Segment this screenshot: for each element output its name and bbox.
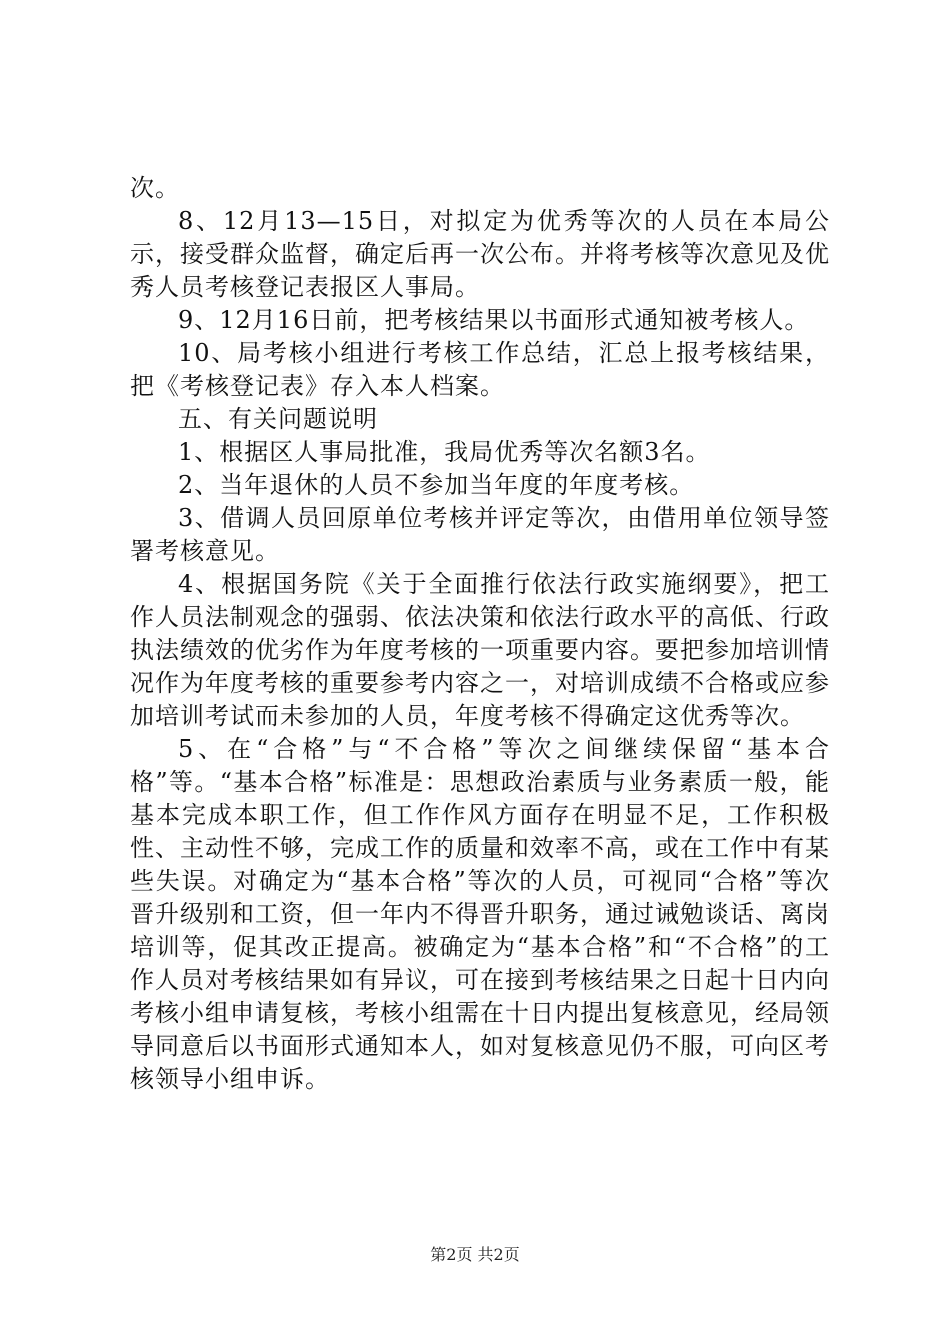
paragraph-continuation: 次。 (130, 174, 180, 202)
paragraph-note-2: 2、当年退休的人员不参加当年度的年度考核。 (178, 471, 695, 499)
paragraph-item-10: 10、局考核小组进行考核工作总结，汇总上报考核结果，把《考核登记表》存入本人档案。 (130, 339, 830, 400)
document-body (130, 172, 830, 1096)
paragraph-note-3: 3、借调人员回原单位考核并评定等次，由借用单位领导签署考核意见。 (130, 504, 830, 565)
section-heading-5: 五、有关问题说明 (178, 405, 378, 433)
page-footer: 第2页 共2页 (430, 1245, 520, 1264)
paragraph-note-5: 5、在“合格”与“不合格”等次之间继续保留“基本合格”等。“基本合格”标准是：思想政治素质与业务素质一般，能基本完成本职工作，但工作作风方面存在明显不足，工作积极性、主动性不够，完成工作的质量和效率不高，或在工作中有某些失误。对确定为“基本合格”等次的人员，可视同“合格”等次晋升级别和工资，但一年内不得晋升职务，通过诫勉谈话、离岗培训等，促其改正提高。被确定为“基本合格”和“不合格”的工作人员对考核结果如有异议，可在接到考核结果之日起十日内向考核小组申请复核，考核小组需在十日内提出复核意见，经局领导同意后以书面形式通知本人，如对复核意见仍不服，可向区考核领导小组申诉。 (130, 735, 830, 1093)
paragraph-note-1: 1、根据区人事局批准，我局优秀等次名额3名。 (178, 438, 711, 466)
paragraph-item-9: 9、12月16日前，把考核结果以书面形式通知被考核人。 (178, 306, 810, 334)
paragraph-item-8: 8、12月13—15日，对拟定为优秀等次的人员在本局公示，接受群众监督，确定后再一次公布。并将考核等次意见及优秀人员考核登记表报区人事局。 (130, 207, 830, 301)
paragraph-note-4: 4、根据国务院《关于全面推行依法行政实施纲要》，把工作人员法制观念的强弱、依法决策和依法行政水平的高低、行政执法绩效的优劣作为年度考核的一项重要内容。要把参加培训情况作为年度考核的重要参考内容之一，对培训成绩不合格或应参加培训考试而未参加的人员，年度考核不得确定这优秀等次。 (130, 570, 830, 730)
